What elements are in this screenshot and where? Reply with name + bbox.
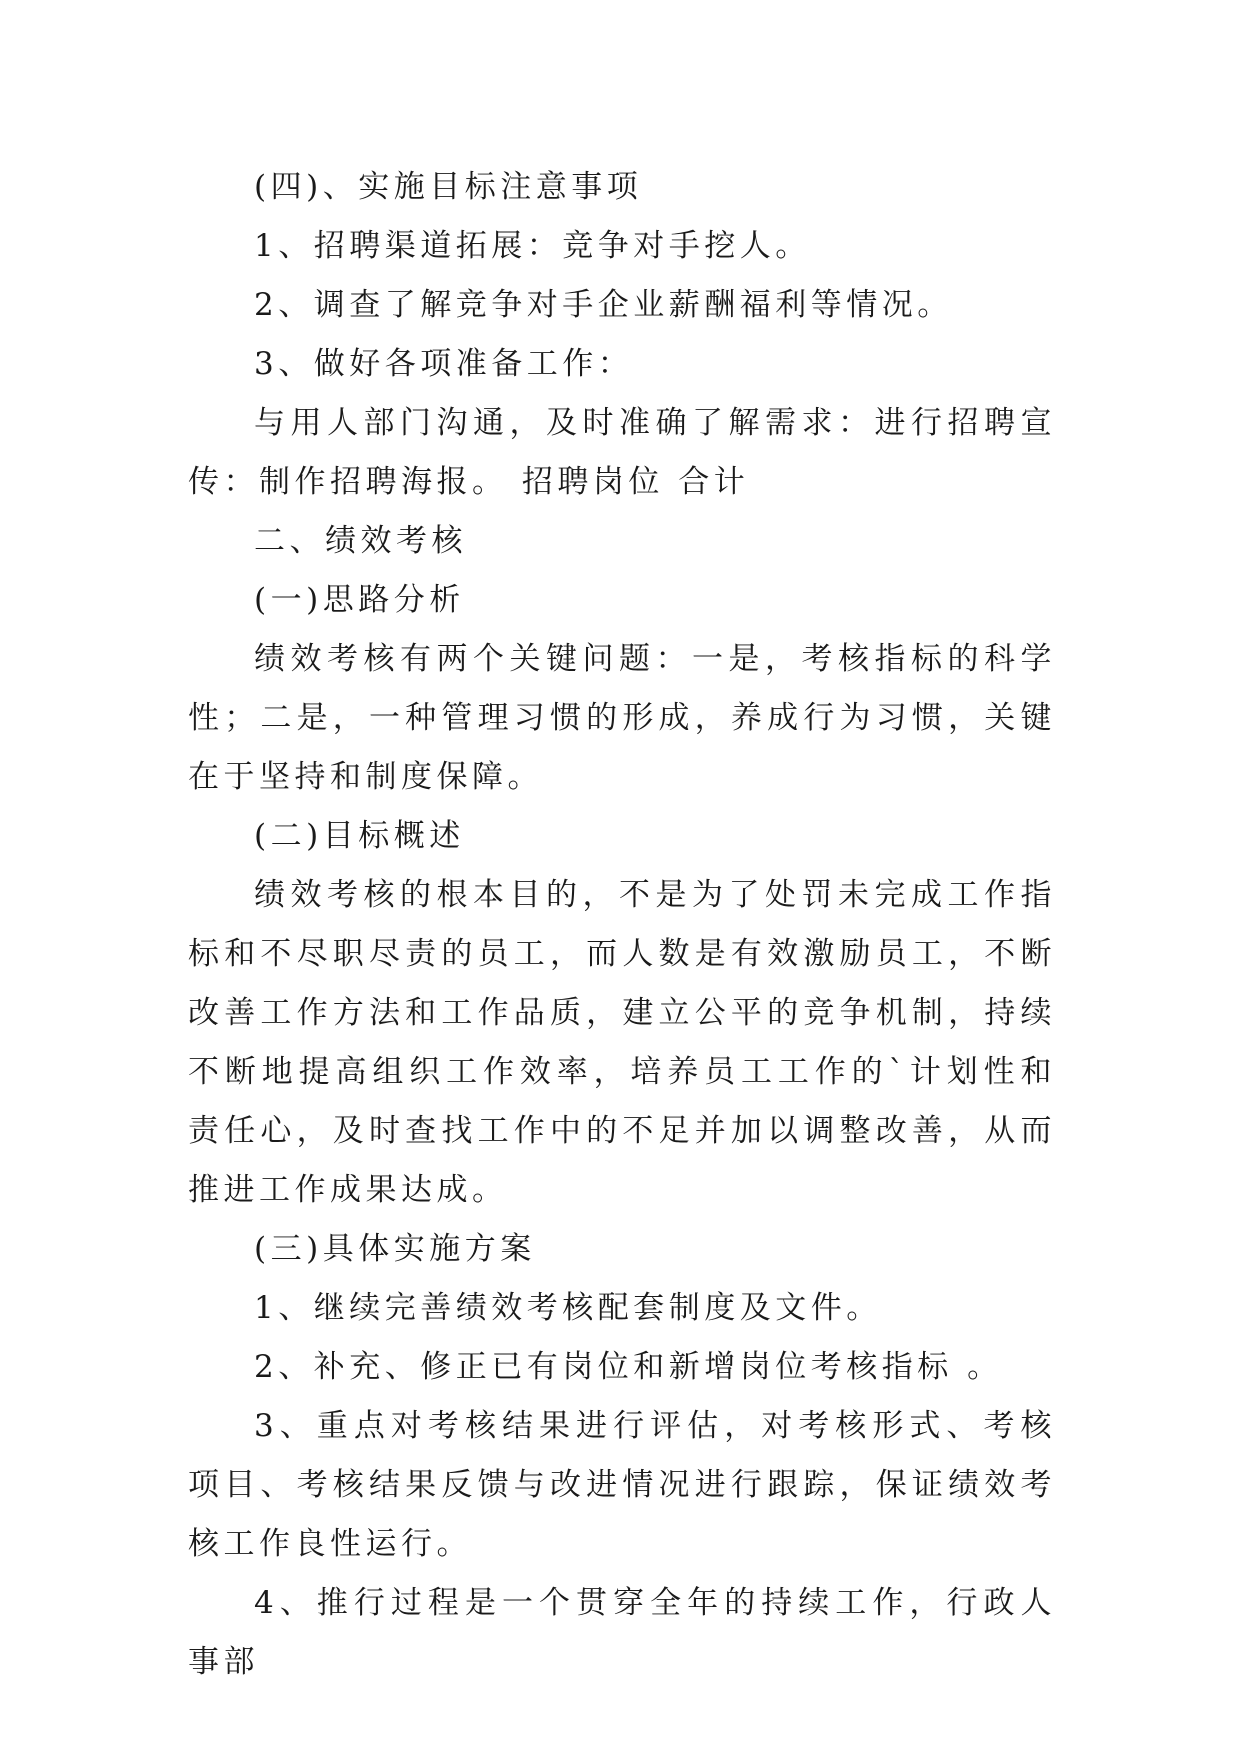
list-item: 2、补充、修正已有岗位和新增岗位考核指标 。	[254, 1349, 1003, 1385]
body-paragraph: 绩效考核有两个关键问题：一是，考核指标的科学性；二是，一种管理习惯的形成，养成行为习惯，关键在于坚持和制度保障。	[188, 641, 1056, 795]
body-paragraph: 与用人部门沟通，及时准确了解需求：进行招聘宣传：制作招聘海报。 招聘岗位 合计	[188, 405, 1056, 500]
list-item: 1、招聘渠道拓展：竞争对手挖人。	[254, 228, 811, 264]
document-body	[188, 158, 1056, 1692]
list-item: 4、推行过程是一个贯穿全年的持续工作，行政人事部	[188, 1585, 1056, 1680]
list-item: 2、调查了解竞争对手企业薪酬福利等情况。	[254, 287, 953, 323]
body-paragraph: 绩效考核的根本目的，不是为了处罚未完成工作指标和不尽职尽责的员工，而人数是有效激励员工，不断改善工作方法和工作品质，建立公平的竞争机制，持续不断地提高组织工作效率，培养员工工作的`计划性和责任心，及时查找工作中的不足并加以调整改善，从而推进工作成果达成。	[188, 877, 1056, 1208]
section-heading-implementation-notes: (四)、实施目标注意事项	[254, 169, 643, 205]
list-item: 3、做好各项准备工作：	[254, 346, 634, 382]
subsection-heading-analysis: (一)思路分析	[254, 582, 465, 618]
subsection-heading-plan: (三)具体实施方案	[254, 1231, 536, 1267]
section-heading-performance: 二、绩效考核	[254, 523, 467, 559]
list-item: 1、继续完善绩效考核配套制度及文件。	[254, 1290, 882, 1326]
list-item: 3、重点对考核结果进行评估，对考核形式、考核项目、考核结果反馈与改进情况进行跟踪，保证绩效考核工作良性运行。	[188, 1408, 1056, 1562]
subsection-heading-overview: (二)目标概述	[254, 818, 465, 854]
